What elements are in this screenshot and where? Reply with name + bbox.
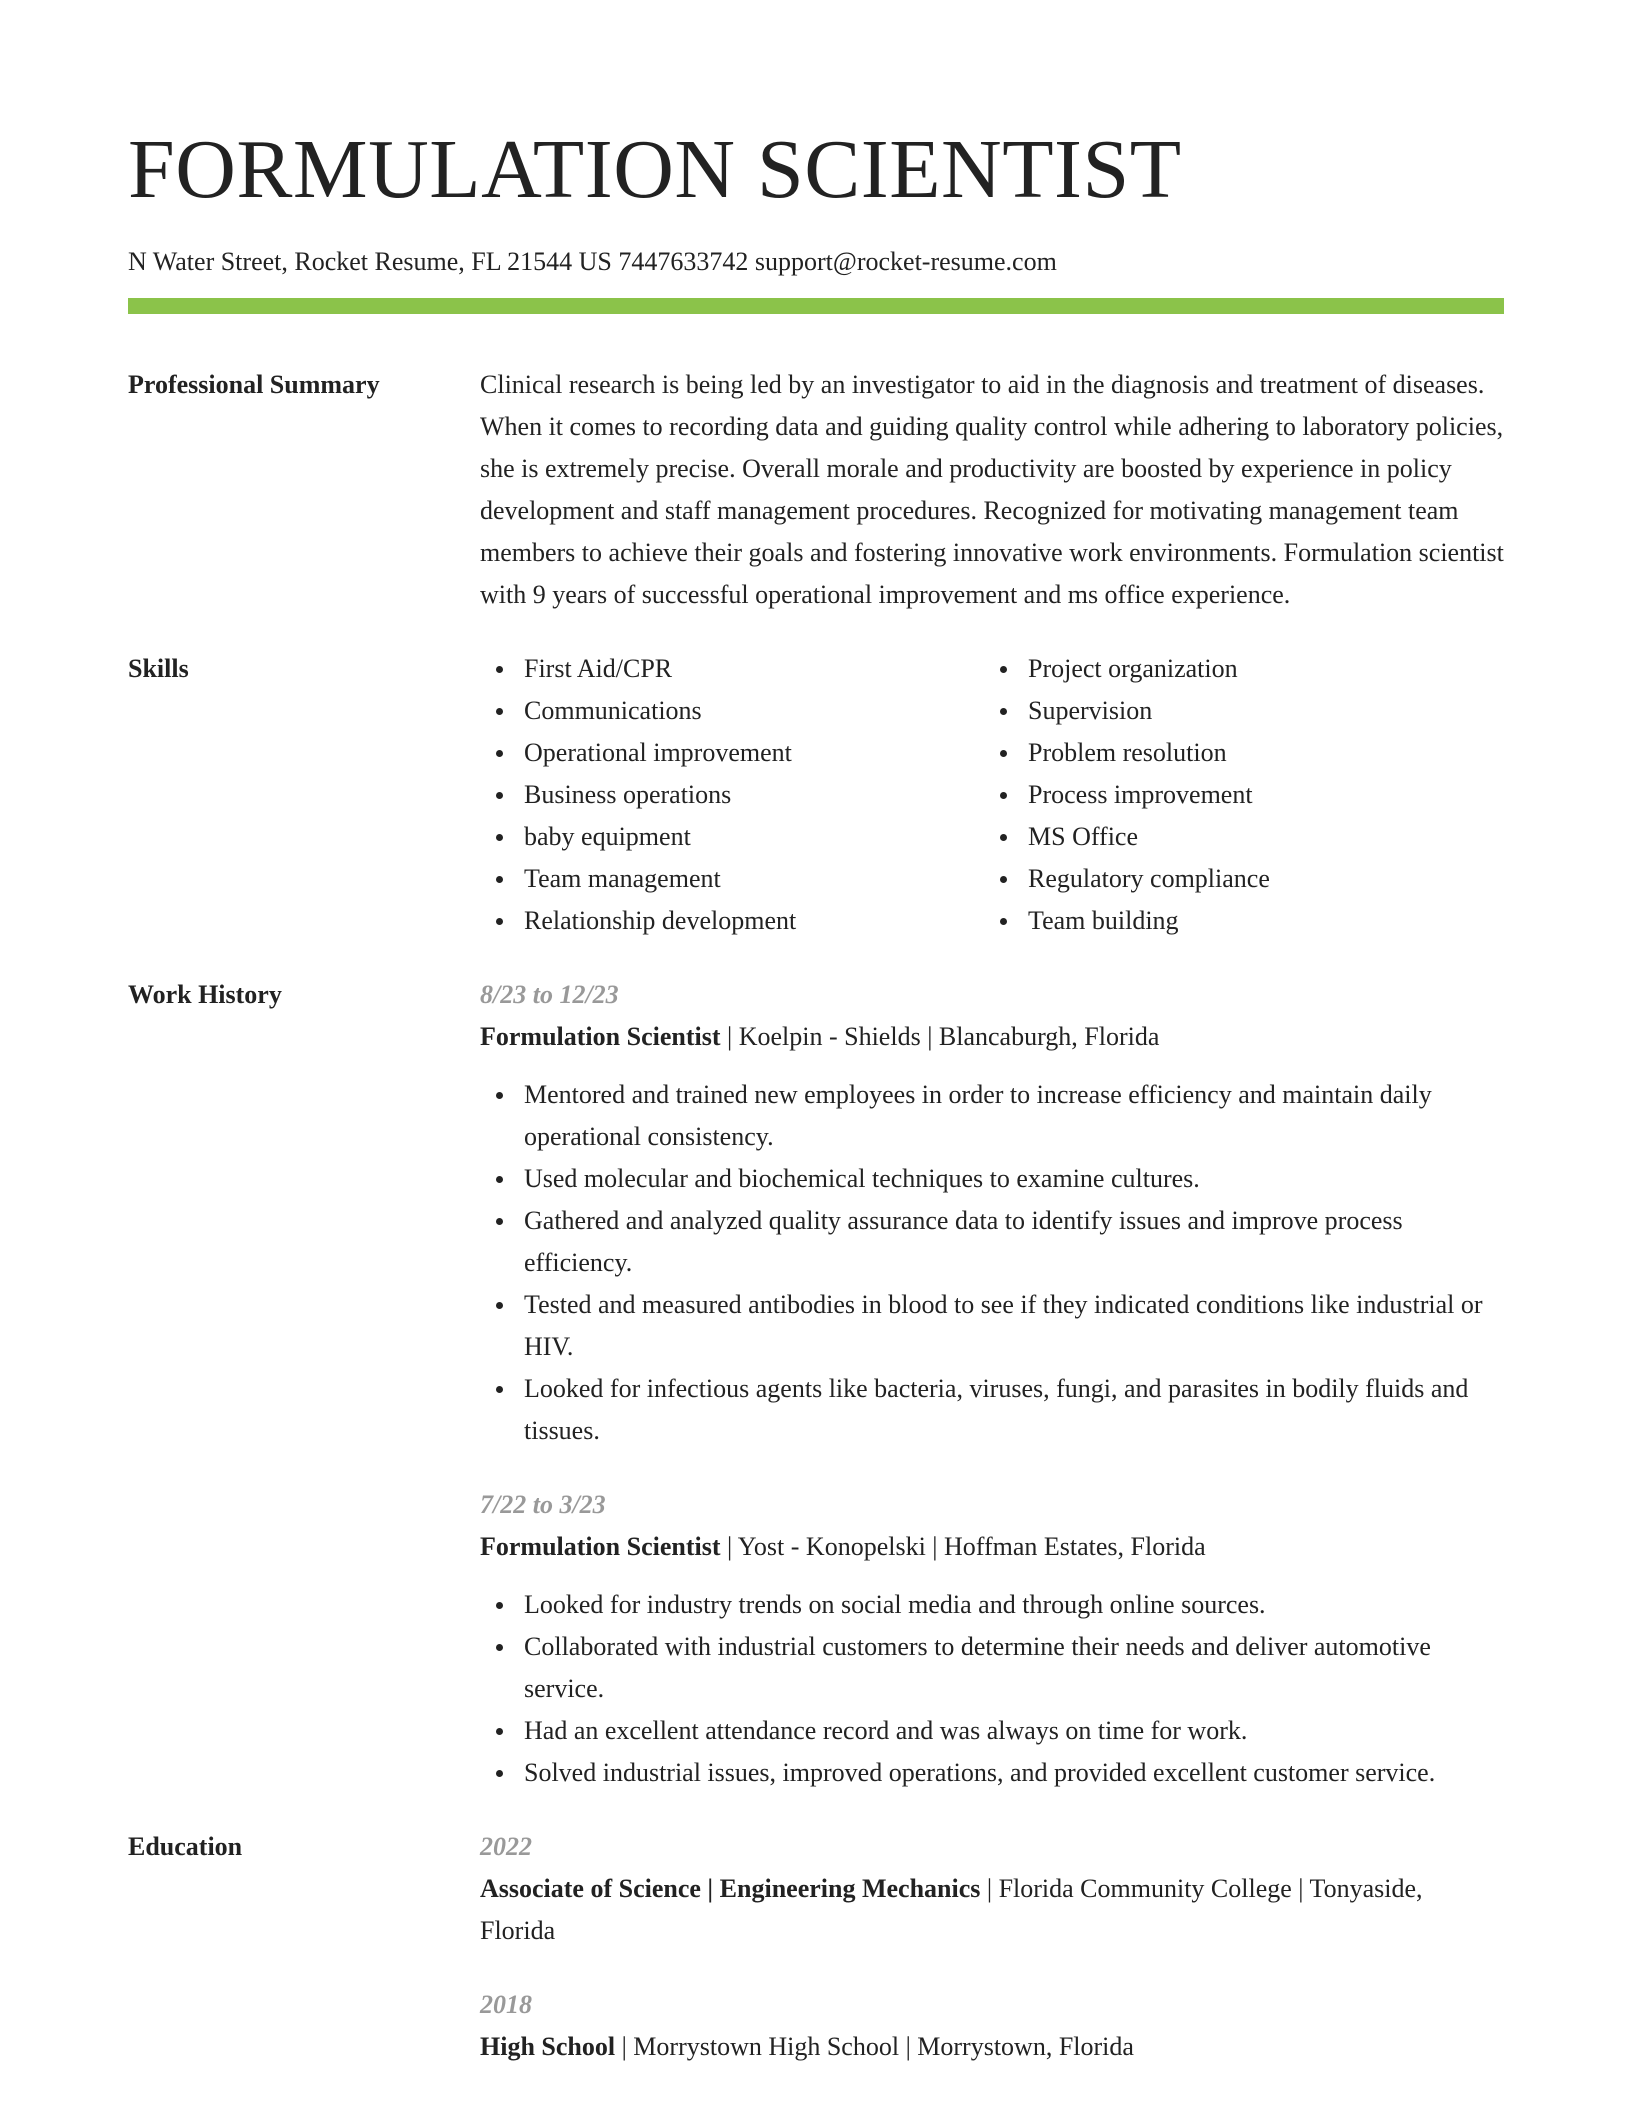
education-degree: High School xyxy=(480,2032,616,2061)
summary-section xyxy=(128,364,1504,616)
summary-text: Clinical research is being led by an investigator to aid in the diagnosis and treatment of diseases. When it comes to recording data and guiding quality control while adhering to laboratory policies, she is extremely precise. Overall morale and productivity are boosted by experience in policy development and staff management procedures. Recognized for motivating management team members to achieve their goals and fostering innovative work environments. Formulation scientist with 9 years of successful operational improvement and ms office experience. xyxy=(480,370,1504,609)
job-employer: | Yost - Konopelski | Hoffman Estates, Florida xyxy=(720,1532,1206,1561)
education-year: 2022 xyxy=(480,1832,532,1861)
job-bullet: Looked for infectious agents like bacteria, viruses, fungi, and parasites in bodily fluids and tissues. xyxy=(480,1368,1504,1452)
skill-item: Relationship development xyxy=(480,900,984,942)
job-bullet: Tested and measured antibodies in blood to see if they indicated conditions like industrial or HIV. xyxy=(480,1284,1504,1368)
skill-item: Regulatory compliance xyxy=(984,858,1488,900)
job-title: Formulation Scientist xyxy=(480,1532,721,1561)
skill-item: MS Office xyxy=(984,816,1488,858)
education-school: | Florida Community College | Tonyaside, Florida xyxy=(480,1874,1423,1945)
section-heading: Skills xyxy=(128,654,189,683)
skill-item: Project organization xyxy=(984,648,1488,690)
skill-item: Operational improvement xyxy=(480,732,984,774)
skill-item: Process improvement xyxy=(984,774,1488,816)
education-heading xyxy=(480,1868,1504,1952)
education-heading xyxy=(480,2026,1504,2068)
contact-line xyxy=(128,246,1504,278)
education-section xyxy=(128,1826,1504,2068)
education-entry xyxy=(480,1826,1504,1952)
skills-list-right xyxy=(984,648,1488,942)
job-bullet: Used molecular and biochemical techniques to examine cultures. xyxy=(480,1158,1504,1200)
job-title: Formulation Scientist xyxy=(480,1022,721,1051)
skill-item: Team building xyxy=(984,900,1488,942)
skill-item: First Aid/CPR xyxy=(480,648,984,690)
skill-item: Business operations xyxy=(480,774,984,816)
section-heading: Education xyxy=(128,1832,243,1861)
job-bullet: Had an excellent attendance record and was always on time for work. xyxy=(480,1710,1504,1752)
education-degree: Associate of Science | Engineering Mechanics xyxy=(480,1874,981,1903)
contact-email: support@rocket-resume.com xyxy=(754,247,1057,276)
job-entry xyxy=(480,974,1504,1452)
job-dates: 8/23 to 12/23 xyxy=(480,980,619,1009)
job-bullet: Collaborated with industrial customers to determine their needs and deliver automotive service. xyxy=(480,1626,1504,1710)
skill-item: Supervision xyxy=(984,690,1488,732)
page-title: FORMULATION SCIENTIST xyxy=(128,123,1182,216)
job-bullets xyxy=(480,1074,1504,1452)
education-entry xyxy=(480,1984,1504,2068)
section-content xyxy=(480,648,1504,942)
job-dates: 7/22 to 3/23 xyxy=(480,1490,606,1519)
work-history-section xyxy=(128,974,1504,1794)
skill-item: Team management xyxy=(480,858,984,900)
job-bullet: Solved industrial issues, improved operations, and provided excellent customer service. xyxy=(480,1752,1504,1794)
resume-page xyxy=(128,120,1504,2068)
skill-item: Communications xyxy=(480,690,984,732)
header-divider xyxy=(128,298,1504,314)
section-content xyxy=(480,364,1504,616)
job-heading xyxy=(480,1526,1504,1568)
skills-section xyxy=(128,648,1504,942)
job-employer: | Koelpin - Shields | Blancaburgh, Florida xyxy=(720,1022,1160,1051)
section-content xyxy=(480,1826,1504,2068)
job-bullet: Mentored and trained new employees in order to increase efficiency and maintain daily operational consistency. xyxy=(480,1074,1504,1158)
job-heading xyxy=(480,1016,1504,1058)
section-content xyxy=(480,974,1504,1794)
education-year: 2018 xyxy=(480,1990,532,2019)
section-heading: Professional Summary xyxy=(128,370,380,399)
job-bullet: Gathered and analyzed quality assurance data to identify issues and improve process efficiency. xyxy=(480,1200,1504,1284)
skills-list-left xyxy=(480,648,984,942)
job-bullets xyxy=(480,1584,1504,1794)
job-entry xyxy=(480,1484,1504,1794)
contact-phone: 7447633742 xyxy=(618,247,749,276)
job-bullet: Looked for industry trends on social media and through online sources. xyxy=(480,1584,1504,1626)
contact-address: N Water Street, Rocket Resume, FL 21544 US xyxy=(128,247,612,276)
skill-item: Problem resolution xyxy=(984,732,1488,774)
section-heading: Work History xyxy=(128,980,282,1009)
skill-item: baby equipment xyxy=(480,816,984,858)
education-school: | Morrystown High School | Morrystown, Florida xyxy=(615,2032,1134,2061)
skills-grid xyxy=(480,648,1504,942)
